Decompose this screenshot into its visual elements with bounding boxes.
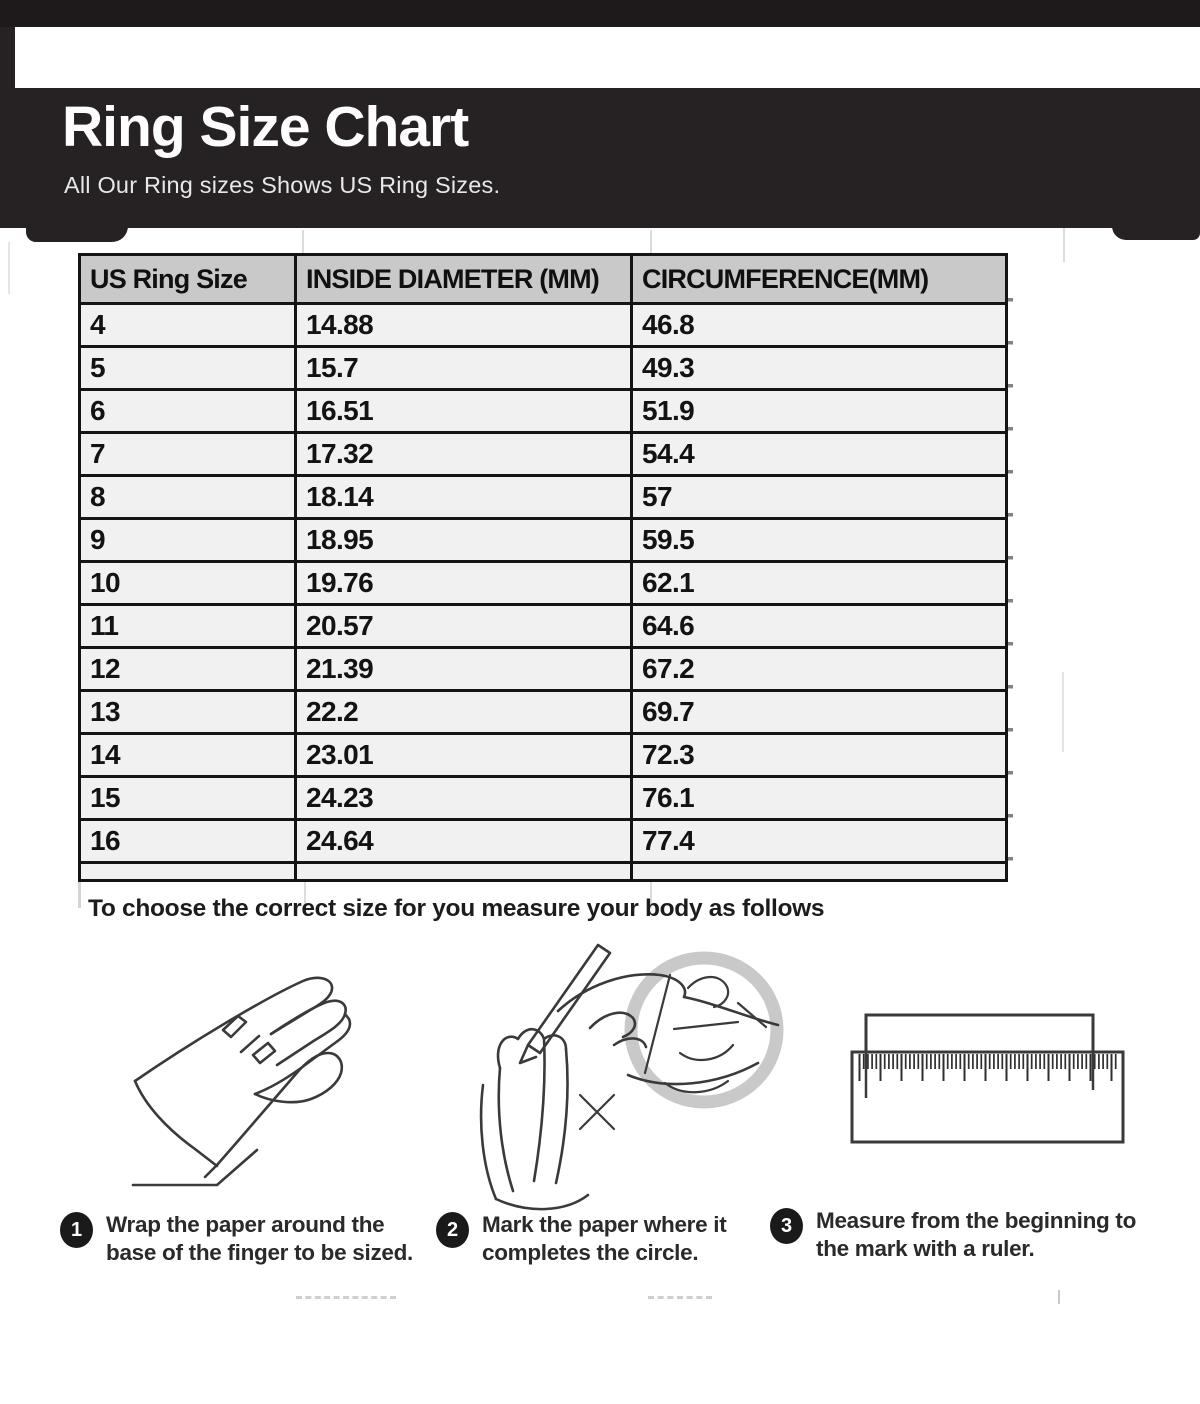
mark-paper-with-pen-illustration: [438, 933, 790, 1218]
table-cell: 62.1: [632, 562, 1007, 605]
header-edge-tail-left: [26, 226, 128, 242]
table-cell: 13: [80, 691, 296, 734]
scan-artifact: [1063, 228, 1065, 262]
step-text-line: Measure from the beginning to: [816, 1208, 1137, 1233]
table-cell: 16.51: [296, 390, 632, 433]
table-cell: 59.5: [632, 519, 1007, 562]
step-2-number-badge: 2: [436, 1212, 469, 1248]
table-cell: 17.32: [296, 433, 632, 476]
hand-with-paper-strip-illustration: [105, 953, 455, 1193]
table-cell: 15: [80, 777, 296, 820]
table-cell: 6: [80, 390, 296, 433]
table-row: [80, 777, 1007, 820]
page-title: Ring Size Chart: [62, 95, 469, 159]
column-header-inside-diameter: INSIDE DIAMETER (MM): [296, 255, 632, 304]
table-cell: 23.01: [296, 734, 632, 777]
table-cell: 76.1: [632, 777, 1007, 820]
table-cell: 14.88: [296, 304, 632, 347]
table-cell: 49.3: [632, 347, 1007, 390]
page-subtitle: All Our Ring sizes Shows US Ring Sizes.: [64, 172, 501, 198]
header-white-band: [15, 27, 1200, 88]
table-cell: 16: [80, 820, 296, 863]
table-cell: 9: [80, 519, 296, 562]
table-row: [80, 648, 1007, 691]
size-table-head: [80, 255, 1007, 304]
paper-strip: [866, 1015, 1093, 1055]
table-row: [80, 605, 1007, 648]
table-cell: 8: [80, 476, 296, 519]
table-row: [80, 476, 1007, 519]
instructions-heading: To choose the correct size for you measure your body as follows: [88, 895, 825, 922]
table-cell: 67.2: [632, 648, 1007, 691]
table-cell: 54.4: [632, 433, 1007, 476]
header-top-strip: [0, 0, 1200, 27]
table-cell: 64.6: [632, 605, 1007, 648]
step-2-text: [482, 1211, 726, 1266]
column-header-us-ring-size: US Ring Size: [80, 255, 296, 304]
table-cell: 12: [80, 648, 296, 691]
scan-artifact: [650, 230, 652, 255]
step-1-number-badge: 1: [60, 1212, 93, 1248]
ruler-ticks: [858, 1054, 1117, 1082]
table-row: [80, 304, 1007, 347]
step-text-line: completes the circle.: [482, 1239, 699, 1265]
header-edge-tail-right: [1112, 226, 1200, 240]
step-3-text: [816, 1207, 1136, 1262]
table-row: [80, 820, 1007, 863]
table-cell: 24.64: [296, 820, 632, 863]
step-text-line: base of the finger to be sized.: [106, 1239, 413, 1265]
table-cell: 15.7: [296, 347, 632, 390]
step-text-line: Mark the paper where it: [482, 1212, 727, 1237]
table-cell: 57: [632, 476, 1007, 519]
table-cell: 18.95: [296, 519, 632, 562]
step-text-line: Wrap the paper around the: [106, 1212, 385, 1237]
table-cell: 22.2: [296, 691, 632, 734]
table-cell: 14: [80, 734, 296, 777]
size-table-body: [80, 304, 1007, 881]
table-cell: 7: [80, 433, 296, 476]
table-cell: 24.23: [296, 777, 632, 820]
ruler-measure-illustration: [845, 998, 1190, 1156]
scan-artifact: [1058, 1290, 1060, 1304]
ring-size-table: [78, 253, 1008, 882]
scan-artifact: [648, 1296, 712, 1299]
table-row: [80, 691, 1007, 734]
table-cell: 69.7: [632, 691, 1007, 734]
table-cell: 72.3: [632, 734, 1007, 777]
step-3-number-badge: 3: [770, 1208, 803, 1244]
table-cell: 4: [80, 304, 296, 347]
scan-artifact: [302, 230, 304, 255]
table-row: [80, 390, 1007, 433]
table-row: [80, 433, 1007, 476]
table-cell: 5: [80, 347, 296, 390]
step-text-line: the mark with a ruler.: [816, 1235, 1035, 1261]
header-banner: [0, 0, 1200, 228]
scan-artifact: [296, 1296, 396, 1299]
instruction-step-3: [770, 1207, 1170, 1262]
table-cell: 51.9: [632, 390, 1007, 433]
table-row: [80, 562, 1007, 605]
table-cell: 77.4: [632, 820, 1007, 863]
table-cell: 18.14: [296, 476, 632, 519]
table-row: [80, 519, 1007, 562]
table-cell: 20.57: [296, 605, 632, 648]
instruction-step-2: [436, 1211, 766, 1266]
table-cell: 19.76: [296, 562, 632, 605]
column-header-circumference: CIRCUMFERENCE(MM): [632, 255, 1007, 304]
scan-artifact: [78, 881, 81, 908]
scan-artifact: [8, 242, 10, 294]
table-cell-empty: [632, 863, 1007, 881]
scan-artifact: [1062, 672, 1064, 752]
step-1-text: [106, 1211, 413, 1266]
table-row: [80, 347, 1007, 390]
header-row: [80, 255, 1007, 304]
table-cell: 21.39: [296, 648, 632, 691]
table-cell-empty: [80, 863, 296, 881]
instruction-step-1: [60, 1211, 445, 1266]
table-cell-empty: [296, 863, 632, 881]
table-cell: 10: [80, 562, 296, 605]
table-cell: 11: [80, 605, 296, 648]
table-empty-row: [80, 863, 1007, 881]
table-row: [80, 734, 1007, 777]
table-cell: 46.8: [632, 304, 1007, 347]
